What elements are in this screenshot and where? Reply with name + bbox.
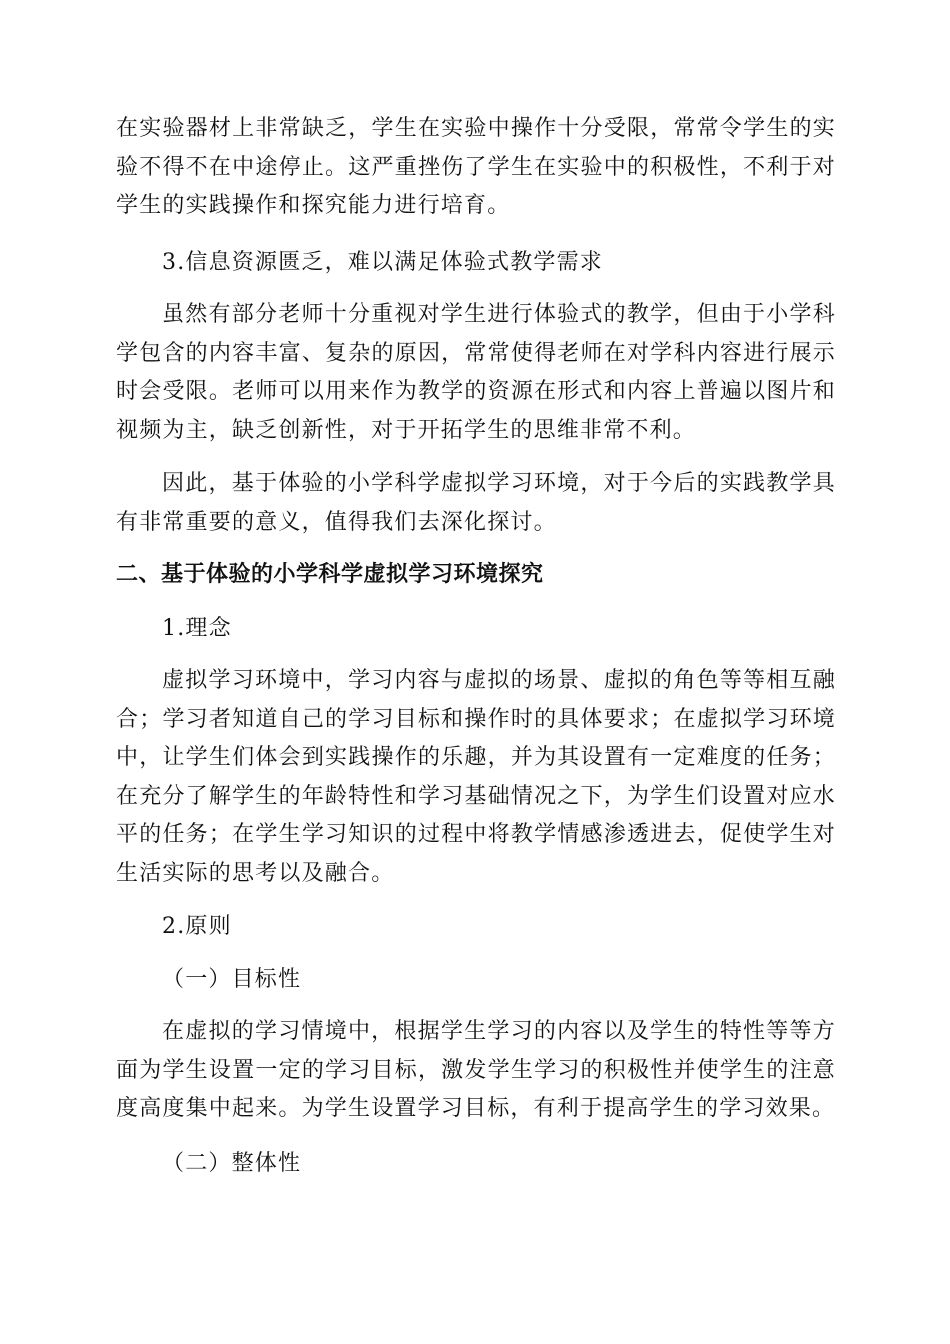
paragraph-goal-oriented: 在虚拟的学习情境中，根据学生学习的内容以及学生的特性等等方面为学生设置一定的学习目标，激发学生学习的积极性并使学生的注意度高度集中起来。为学生设置学习目标，有利于提高学生的学习效果。	[116, 1019, 836, 1121]
subheading-holistic: （二）整体性	[162, 1151, 302, 1176]
subheading-principles: 2.原则	[162, 914, 232, 939]
paragraph-equipment-shortage: 在实验器材上非常缺乏，学生在实验中操作十分受限，常常令学生的实验不得不在中途停止。这严重挫伤了学生在实验中的积极性，不利于对学生的实践操作和探究能力进行培育。	[116, 116, 836, 218]
paragraph-conclusion: 因此，基于体验的小学科学虚拟学习环境，对于今后的实践教学具有非常重要的意义，值得我们去深化探讨。	[116, 471, 836, 535]
subheading-info-resources: 3.信息资源匮乏，难以满足体验式教学需求	[162, 250, 603, 275]
paragraph-teaching-resources: 虽然有部分老师十分重视对学生进行体验式的教学，但由于小学科学包含的内容丰富、复杂的原因，常常使得老师在对学科内容进行展示时会受限。老师可以用来作为教学的资源在形式和内容上普遍以图片和视频为主，缺乏创新性，对于开拓学生的思维非常不利。	[116, 302, 836, 443]
subheading-goal-oriented: （一）目标性	[162, 967, 302, 992]
subheading-concept: 1.理念	[162, 616, 232, 641]
paragraph-concept: 虚拟学习环境中，学习内容与虚拟的场景、虚拟的角色等等相互融合；学习者知道自己的学习目标和操作时的具体要求；在虚拟学习环境中，让学生们体会到实践操作的乐趣，并为其设置有一定难度的任务；在充分了解学生的年龄特性和学习基础情况之下，为学生们设置对应水平的任务；在学生学习知识的过程中将教学情感渗透进去，促使学生对生活实际的思考以及融合。	[116, 668, 836, 886]
section-heading-2: 二、基于体验的小学科学虚拟学习环境探究	[116, 562, 544, 587]
